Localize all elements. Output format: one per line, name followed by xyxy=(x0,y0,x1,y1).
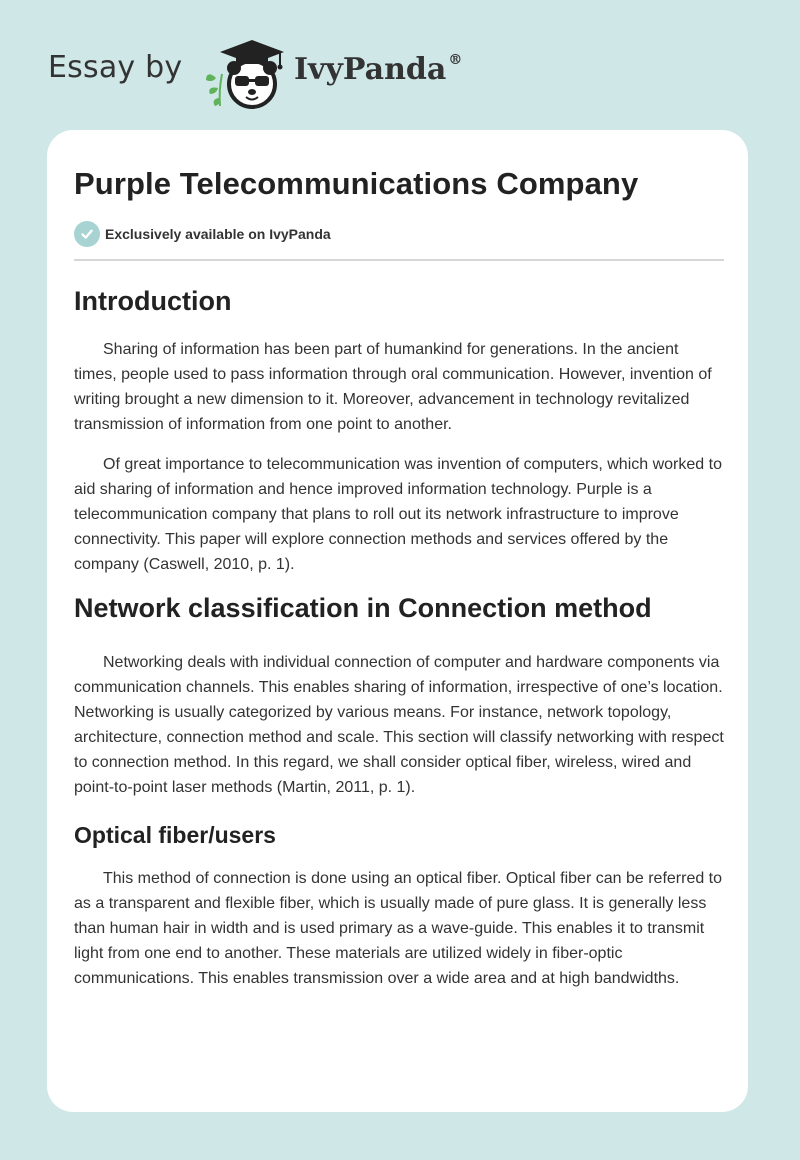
paragraph: Networking deals with individual connection of computer and hardware components via communication channels. This enables sharing of information, irrespective of one’s location. Networking is usually categorized by various means. For instance, network topology, architecture, connection method and scale. This section will classify networking with respect to connection method. In this regard, we shall consider optical fiber, wireless, wired and point-to-point laser methods (Martin, 2011, p. 1). xyxy=(74,654,724,796)
panda-logo-icon[interactable] xyxy=(200,34,292,110)
section-heading-introduction: Introduction xyxy=(74,286,232,316)
registered-mark: ® xyxy=(448,52,463,68)
section-heading-optical-fiber: Optical fiber/users xyxy=(74,822,276,848)
exclusive-badge xyxy=(74,220,724,248)
paragraph: Of great importance to telecommunication was invention of computers, which worked to aid sharing of information and hence improved information technology. Purple is a telecommunication company that plans to roll out its network infrastructure to improve connectivity. This paper will explore connection methods and services offered by the company (Caswell, 2010, p. 1). xyxy=(74,456,722,573)
title-divider xyxy=(74,259,724,261)
brand-name[interactable] xyxy=(294,52,462,87)
essay-title: Purple Telecommunications Company xyxy=(74,166,639,201)
essay-content xyxy=(74,164,724,991)
check-icon xyxy=(74,221,100,247)
brand-text: IvyPanda xyxy=(294,52,447,87)
exclusive-label: Exclusively available on IvyPanda xyxy=(105,226,331,242)
paragraph: Sharing of information has been part of humankind for generations. In the ancient times, people used to pass information through oral communication. However, invention of writing brought a new dimension to it. Moreover, advancement in technology revitalized transmission of information from one point to another. xyxy=(74,341,712,433)
section-heading-network-classification: Network classification in Connection method xyxy=(74,593,652,623)
paragraph: This method of connection is done using an optical fiber. Optical fiber can be referred to as a transparent and flexible fiber, which is usually made of pure glass. It is generally less than human hair in width and is used primary as a wave-guide. This enables it to transmit light from one end to another. These materials are utilized widely in fiber-optic communications. This enables transmission over a wide area and at high bandwidths. xyxy=(74,870,723,987)
essay-by-label: Essay by xyxy=(48,50,183,85)
essay-card xyxy=(47,130,748,1112)
site-header xyxy=(0,0,800,120)
